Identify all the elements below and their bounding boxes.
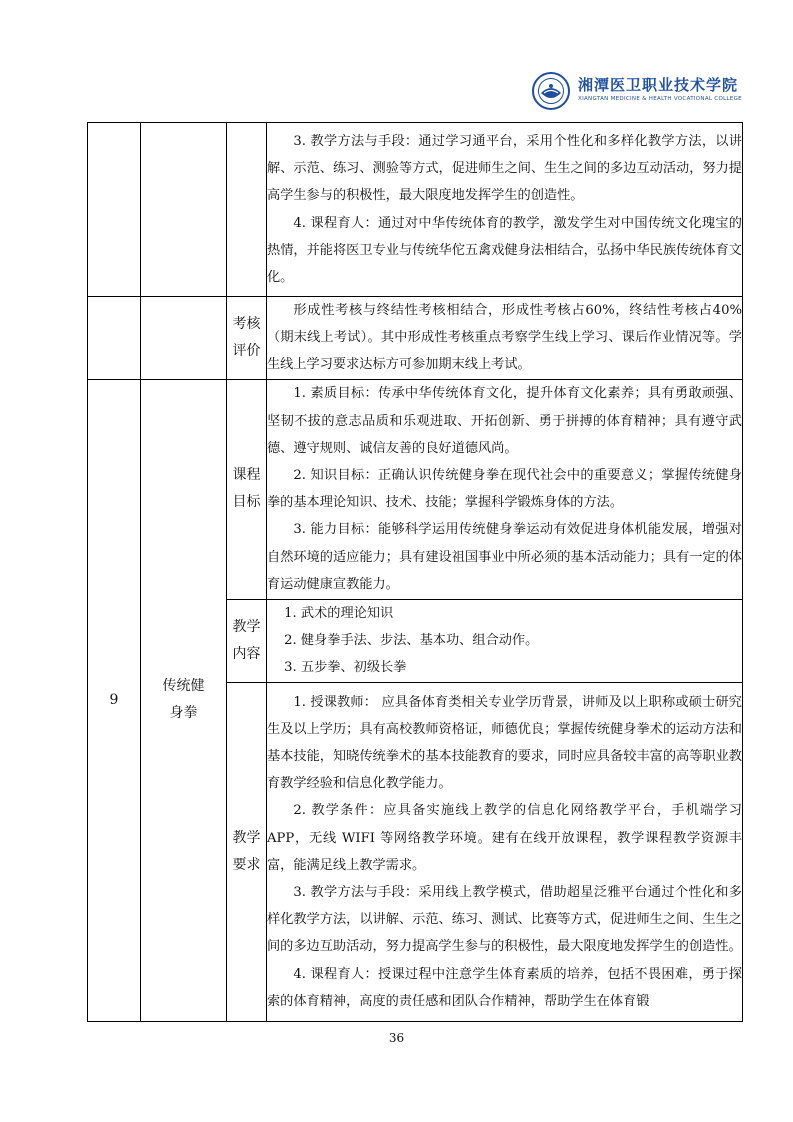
logo-chinese-name: 湘潭医卫职业技术学院: [578, 76, 739, 94]
content-item: 1. 武术的理论知识: [284, 605, 394, 621]
goals-cell: [267, 379, 743, 599]
content-item: 2. 健身拳手法、步法、基本功、组合动作。: [284, 633, 539, 648]
table-row: [88, 379, 743, 599]
goal-paragraph: 1. 素质目标：传承中华传统体育文化，提升体育文化素养；具有勇敢顽强、坚韧不拔的意志品质和乐观进取、开拓创新、勇于拼搏的体育精神；具有遵守武德、遵守规则、诚信友善的良好道德风尚。: [267, 386, 742, 456]
assessment-cell: [267, 297, 743, 380]
requirements-label: 教学 要求: [227, 682, 267, 1021]
course-name: 传统健 身拳: [141, 379, 227, 1021]
goal-paragraph: 2. 知识目标：正确认识传统健身拳在现代社会中的重要意义；掌握传统健身拳的基本理论知识、技术、技能；掌握科学锻炼身体的方法。: [267, 467, 742, 511]
requirements-cell: [267, 682, 743, 1021]
prev-number-cell: [88, 123, 141, 297]
assessment-label: 考核 评价: [227, 297, 267, 380]
prev-name-cell: [141, 123, 227, 297]
requirement-paragraph: 1. 授课教师： 应具备体育类相关专业学历背景，讲师及以上职称或硕士研究生及以上学历；具有高校教师资格证，师德优良；掌握传统健身拳术的运动方法和基本技能，知晓传统拳术的基本技能教育的要求，同时应具备较丰富的高等职业教育教学经验和信息化教学能力。: [267, 694, 742, 792]
college-seal-icon: [532, 72, 570, 110]
education-paragraph: 4. 课程育人：通过对中华传统体育的教学，激发学生对中国传统文化瑰宝的热情，并能将医卫专业与传统华佗五禽戏健身法相结合，弘扬中华民族传统体育文化。: [267, 215, 742, 285]
content-cell: [267, 599, 743, 682]
course-number: 9: [88, 379, 141, 1021]
curriculum-table: [87, 122, 743, 1022]
page-number: 36: [388, 1031, 405, 1045]
methods-paragraph: 3. 教学方法与手段：通过学习通平台，采用个性化和多样化教学方法，以讲解、示范、练习、测验等方式，促进师生之间、生生之间的多边互动活动，努力提高学生参与的积极性，最大限度地发挥学生的创造性。: [267, 133, 742, 204]
goals-label: 课程 目标: [227, 379, 267, 599]
prev-label-cell: [227, 123, 267, 297]
prev-name-cell: [141, 297, 227, 380]
requirement-paragraph: 3. 教学方法与手段：采用线上教学模式，借助超星泛雅平台通过个性化和多样化教学方法，以讲解、示范、练习、测试、比赛等方式，促进师生之间、生生之间的多边互助活动，努力提高学生参与的积极性，最大限度地发挥学生的创造性。: [267, 885, 742, 955]
content-label: 教学 内容: [227, 599, 267, 682]
prev-requirements-cell: [267, 123, 743, 297]
assessment-paragraph: 形成性考核与终结性考核相结合，形成性考核占60%，终结性考核占40%（期末线上考试）。其中形成性考核重点考察学生线上学习、课后作业情况等。学生线上学习要求达标方可参加期末线上考试。: [267, 303, 742, 373]
requirement-paragraph: 2. 教学条件：应具备实施线上教学的信息化网络教学平台，手机端学习 APP，无线 WIFI 等网络教学环境。建有在线开放课程，教学课程教学资源丰富，能满足线上教学需求。: [267, 803, 742, 873]
requirement-paragraph: 4. 课程育人：授课过程中注意学生体育素质的培养，包括不畏困难，勇于探索的体育精神，高度的责任感和团队合作精神，帮助学生在体育锻: [267, 966, 742, 1009]
table-row: [88, 123, 743, 297]
logo-english-name: XIANGTAN MEDICINE & HEALTH VOCATIONAL COLLEGE: [578, 96, 742, 102]
college-logo: [532, 72, 742, 112]
content-item: 3. 五步拳、初级长拳: [284, 660, 407, 676]
prev-number-cell: [88, 297, 141, 380]
goal-paragraph: 3. 能力目标：能够科学运用传统健身拳运动有效促进身体机能发展，增强对自然环境的适应能力；具有建设祖国事业中所必须的基本活动能力；具有一定的体育运动健康宣教能力。: [267, 522, 742, 592]
table-row: [88, 297, 743, 380]
